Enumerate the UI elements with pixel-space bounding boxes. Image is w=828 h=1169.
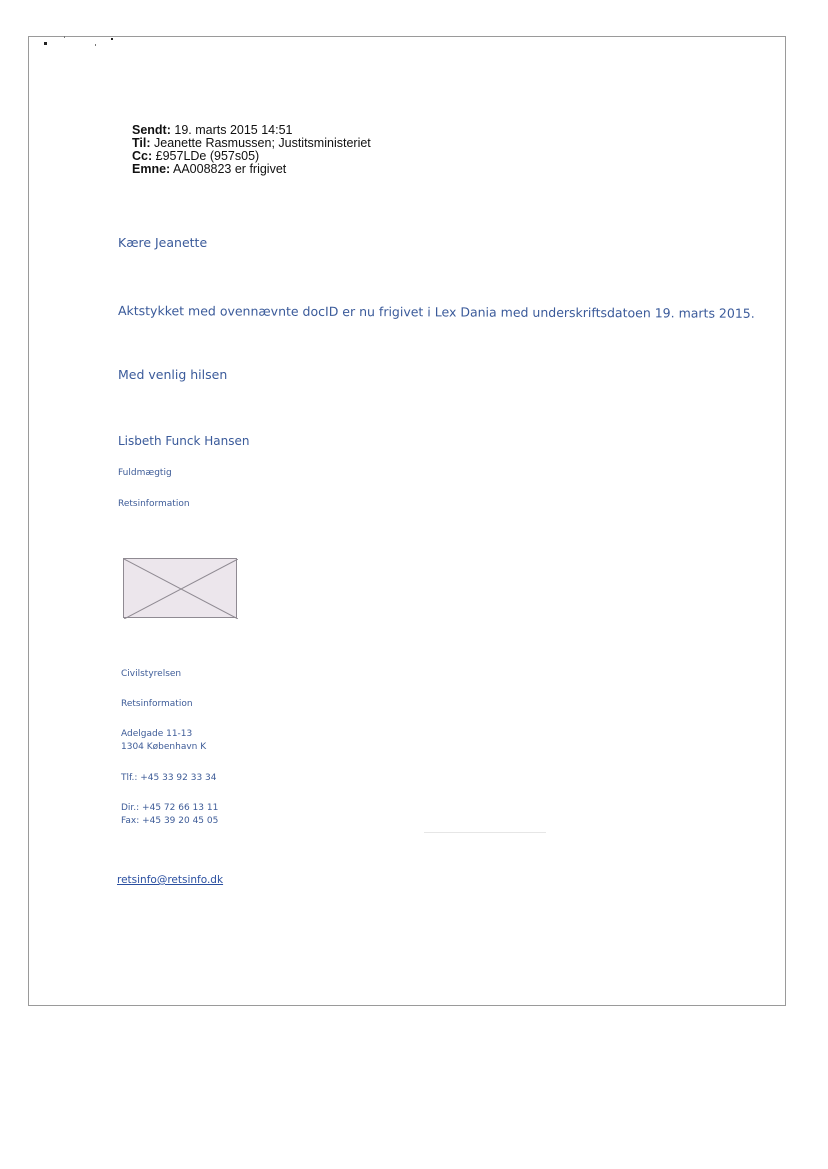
scan-speck <box>95 44 96 46</box>
address-line2: 1304 København K <box>121 742 207 752</box>
to-value: Jeanette Rasmussen; Justitsministeriet <box>154 136 371 150</box>
organization: Civilstyrelsen <box>121 669 182 679</box>
scan-speck <box>64 36 65 38</box>
address-line1: Adelgade 11-13 <box>121 729 193 739</box>
department: Retsinformation <box>121 699 193 709</box>
sent-value: 19. marts 2015 14:51 <box>174 123 293 137</box>
divider <box>424 832 546 833</box>
email-header <box>132 124 371 176</box>
signature-unit: Retsinformation <box>118 499 190 509</box>
scan-speck <box>44 42 47 45</box>
subject-label: Emne: <box>132 162 171 176</box>
scan-speck <box>111 38 113 40</box>
message-text: Aktstykket med ovennævnte docID er nu frigivet i Lex Dania med underskriftsdatoen 19. marts 2015. <box>117 303 755 321</box>
signature-name: Lisbeth Funck Hansen <box>118 434 250 448</box>
to-label: Til: <box>132 136 151 150</box>
cc-label: Cc: <box>132 149 153 163</box>
phone: Tlf.: +45 33 92 33 34 <box>121 773 217 783</box>
closing: Med venlig hilsen <box>118 367 228 382</box>
greeting: Kære Jeanette <box>118 235 208 250</box>
signature-title: Fuldmægtig <box>118 468 172 478</box>
fax: Fax: +45 39 20 45 05 <box>121 816 219 826</box>
cc-value: £957LDe (957s05) <box>155 149 260 163</box>
broken-image-cross <box>124 559 238 619</box>
subject-row <box>132 163 371 176</box>
scanned-page-border <box>28 36 786 1006</box>
subject-value: AA008823 er frigivet <box>173 162 287 176</box>
direct-phone: Dir.: +45 72 66 13 11 <box>121 803 219 813</box>
sent-label: Sendt: <box>132 123 171 137</box>
email-link[interactable]: retsinfo@retsinfo.dk <box>117 874 224 886</box>
broken-image-icon <box>123 558 237 618</box>
